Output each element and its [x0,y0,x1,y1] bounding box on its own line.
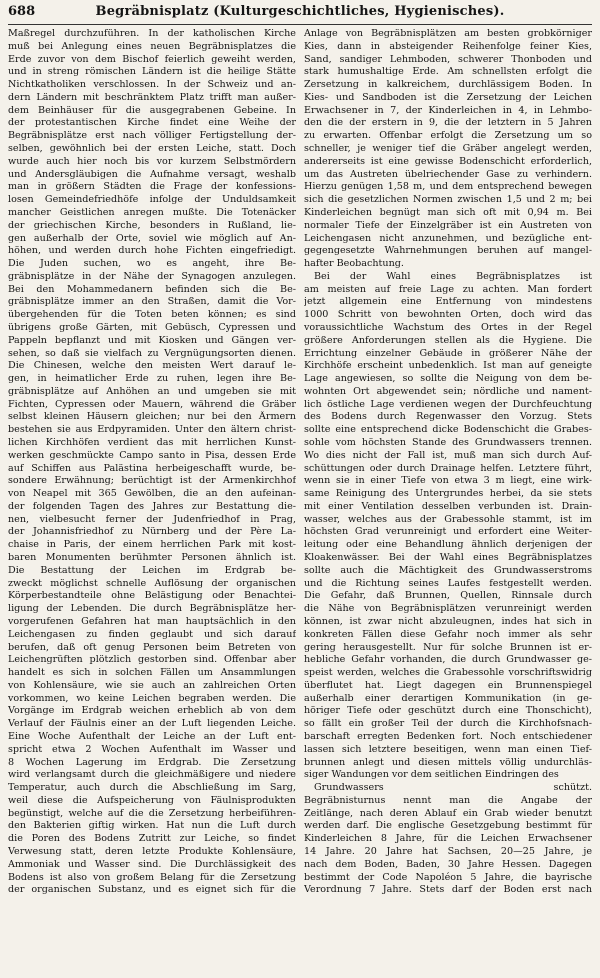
text-line: gen, in heimatlicher Erde zu ruhen, legen ihre Be- [8,373,296,385]
text-line: Kies, dann in absteigender Reihenfolge feiner Kies, [304,40,592,52]
text-line: Erwachsener in 7, der Kinderleichen in 4, in Lehmbo- [304,104,592,116]
page-header [8,3,592,25]
header-rule [8,24,592,25]
text-line: außerhalb einer derartigen Kommunikation (in ge- [304,692,592,704]
text-line: am meisten auf freie Lage zu achten. Man fordert [304,283,592,295]
text-line: Ammoniak und Wasser sind. Die Durchlässigkeit des [8,858,296,870]
text-line: lichen Kirchhöfen verdient das mit herrlichen Kunst- [8,437,296,448]
text-line: gegengesetzte Wahrnehmungen beruhen auf mangel- [304,245,592,257]
text-line: handelt es sich in solchen Fällen um Ansammlungen [8,667,296,679]
text-line: Kloakenwässer. Bei der Wahl eines Begräbnisplatzes [304,552,592,564]
text-line: höchsten Grad verunreinigt und erfordert eine Weiter- [304,526,592,538]
text-line: der organischen Substanz, und es eignet sich für die [8,884,296,896]
text-line: voraussichtliche Wachstum des Ortes in der Regel [304,321,592,333]
text-line: und Andersgläubigen die Aufnahme versagt, weshalb [8,168,296,180]
text-line: die Nähe von Begräbnisplätzen verunreinigt werden [304,603,592,615]
text-line: Errichtung einzelner Gebäude in größerer Nähe der [304,347,592,359]
text-line: sich die gesetzlichen Normen zwischen 1,5 und 2 m; bei [304,194,592,206]
text-line: wohnten Ort abgewendet sein; nördliche und nament- [304,385,592,397]
text-line: der folgenden Tagen des Jahres zur Bestattung die- [8,500,296,512]
text-line: wenn sie in einer Tiefe von etwa 3 m liegt, eine wirk- [304,475,592,487]
text-line: Die Juden suchen, wo es angeht, ihre Be- [8,258,296,270]
text-line: same Reinigung des Untergrundes herbei, da sie stets [304,488,592,500]
text-line: man in größern Städten die Frage der konfessions- [8,181,296,193]
text-line: sollte eine entsprechend dicke Bodenschicht die Grabes- [304,424,592,436]
text-line: Hierzu genügen 1,58 m, und dem entsprechend bewegen [304,181,592,193]
text-line: Bodens ist also von großem Belang für die Zersetzung [8,871,296,883]
text-line: Bei den Mohammedanern befinden sich die Be- [8,283,296,295]
text-line: und in streng römischen Ländern ist die heilige Stätte [8,66,296,78]
text-line: bestehen sie aus Erdpyramiden. Unter den ältern christ- [8,424,296,436]
text-line: der griechischen Kirche, besonders in Rußland, lie- [8,219,296,231]
text-line: leitung oder eine Behandlung ähnlich derjenigen der [304,539,592,551]
text-line: können, ist zwar nicht abzuleugnen, indes hat sich in [304,615,592,627]
text-line: weil diese die Aufspeicherung von Fäulnisprodukten [8,794,296,806]
text-line: chaise in Paris, der einem herrlichen Park mit kost- [8,539,296,551]
text-line: barschaft erregten Bedenken fort. Noch entschiedener [304,730,592,742]
text-line: so fällt ein großer Teil der durch die Kirchhofsnach- [304,718,592,730]
text-line: Kinderleichen begnügt man sich oft mit 0,94 m. Bei [304,206,592,218]
text-line: den Bakterien giftig wirken. Hat nun die Luft durch [8,820,296,832]
text-line: spricht etwa 2 Wochen Aufenthalt im Wasser und [8,743,296,755]
text-line: sohle vom höchsten Stande des Grundwassers trennen. [304,437,592,448]
text-line: Nichtkatholiken verschlossen. In der Schweiz und an- [8,79,296,91]
text-line: andererseits ist eine gewisse Bodenschicht erforderlich, [304,155,592,167]
text-line: nach dem Boden, Baden, 30 Jahre Hessen. Dagegen [304,858,592,870]
text-line: sollte auch die Mächtigkeit des Grundwasserstroms [304,564,592,576]
text-line: speist werden, welches die Grabessohle vorschriftswidrig [304,667,592,679]
text-line: werken geschmückte Campo santo in Pisa, dessen Erde [8,449,296,461]
text-line: bestimmt der Code Napoléon 5 Jahre, die bayrische [304,871,592,883]
text-line: 14 Jahre. 20 Jahre hat Sachsen, 20—25 Jahre, je [304,846,592,857]
text-line: baren Monumenten berühmter Personen ähnlich ist. [8,552,296,564]
text-line: gräbnisplätze in der Nähe der Synagogen anzulegen. [8,270,296,282]
text-line: Leichengrüften plötzlich gestorben sind. Offenbar aber [8,654,296,666]
text-line: Körperbestandteile ohne Belästigung oder Benachtei- [8,590,296,602]
text-line: übergehenden für die Toten beten können; es sind [8,309,296,321]
text-line: nen, vielbesucht ferner der Judenfriedhof in Prag, [8,513,296,525]
text-line: Fichten, Cypressen oder Mauern, während die Gräber [8,398,296,410]
text-line: Eine Woche Aufenthalt der Leiche an der Luft ent- [8,730,296,742]
page-number: 688 [8,4,36,19]
text-line: stark humushaltige Erde. Am schnellsten erfolgt die [304,66,592,78]
text-line: Erde zuvor von dem Bischof feierlich geweiht werden, [8,53,296,65]
text-line: dern Ländern mit beschränktem Platz trifft man außer- [8,91,296,103]
text-line: normaler Tiefe der Einzelgräber ist ein Austreten von [304,219,592,231]
text-line: Begräbnisturnus nennt man die Angabe der [304,794,592,806]
text-line: Kies- und Sandboden ist die Zersetzung der Leichen [304,91,592,103]
text-line: Verwesung statt, deren letzte Produkte Kohlensäure, [8,846,296,857]
text-line: 8 Wochen Lagerung im Erdgrab. Die Zersetzung [8,756,296,768]
text-line: und die Richtung seines Laufes festgestellt werden. [304,577,592,589]
text-line: Wo dies nicht der Fall ist, muß man sich durch Auf- [304,449,592,461]
text-line: sondere Erwähnung; berüchtigt ist der Armenkirchhof [8,475,296,487]
text-line: Sand, sandiger Lehmboden, schwerer Thonboden und [304,53,592,65]
text-line: größere Anforderungen stellen als die Hygiene. Die [304,334,592,346]
text-line: sehen, so daß sie vielfach zu Vergnügungsorten dienen. [8,347,296,359]
text-line: Lage angewiesen, so sollte die Neigung von dem be- [304,373,592,385]
text-line: selbst kleinen Häusern gleichen; nur bei den Ärmern [8,411,296,423]
text-line: Verordnung 7 Jahre. Stets darf der Boden erst nach [304,884,592,896]
text-line: muß bei Anlegung eines neuen Begräbnisplatzes die [8,40,296,52]
text-line: übrigens große Gärten, mit Gebüsch, Cypressen und [8,321,296,333]
text-line: Kinderleichen 8 Jahre, für die Leichen Erwachsener [304,833,592,845]
text-line: wird verlangsamt durch die gleichmäßigere und niedere [8,769,296,781]
text-line: hebliche Gefahr vorhanden, die durch Grundwasser ge- [304,654,592,666]
text-line: Temperatur, auch durch die Abschließung im Sarg, [8,782,296,794]
text-line: Die Bestattung der Leichen im Erdgrab be- [8,564,296,576]
text-line: selben, gewöhnlich bei der ersten Leiche, statt. Doch [8,143,296,155]
text-line: konkreten Fällen diese Gefahr noch immer als sehr [304,628,592,640]
text-line: Verlauf der Fäulnis einer an der Luft liegenden Leiche. [8,718,296,730]
text-line: zu erwarten. Offenbar erfolgt die Zersetzung um so [304,130,592,142]
text-line: des Bodens durch Regenwasser den Vorzug. Stets [304,411,592,423]
text-line: vorgerufenen Gefahren hat man hauptsächlich in den [8,615,296,627]
text-line: mancher Geistlichen anregen mußte. Die Totenäcker [8,206,296,218]
text-line: gering herausgestellt. Nur für solche Brunnen ist er- [304,641,592,653]
text-line: werden darf. Die englische Gesetzgebung bestimmt für [304,820,592,832]
text-line: gräbnisplätze auf Anhöhen an und umgeben sie mit [8,385,296,397]
text-line: jetzt allgemein eine Entfernung von mindestens [304,296,592,308]
text-line: vorkommen, wo keine Leichen begraben werden. Die [8,692,296,704]
text-line: höhen, und werden durch hohe Fichten eingefriedigt. [8,245,296,257]
right-column [304,28,592,974]
text-line: wurde auch hier noch bis vor kurzem Selbstmördern [8,155,296,167]
text-line: Bei der Wahl eines Begräbnisplatzes ist [314,270,592,282]
text-line: Zeitlänge, nach deren Ablauf ein Grab wieder benutzt [304,807,592,819]
text-line: zweckt möglichst schnelle Auflösung der organischen [8,577,296,589]
text-line: um das Austreten übelriechender Gase zu verhindern. [304,168,592,180]
text-line: Zersetzung in kalkreichem, durchlässigem Boden. In [304,79,592,91]
text-line: hafter Beobachtung. [304,258,404,270]
left-column [8,28,296,974]
text-line: losen Gemeindefriedhöfe infolge der Unduldsamkeit [8,194,296,206]
text-line: der Johannisfriedhof zu Nürnberg und der Père La- [8,526,296,538]
text-line: von Neapel mit 365 Gewölben, die an den aufeinan- [8,488,296,500]
text-line: überflutet hat. Liegt dagegen ein Brunnenspiegel [304,679,592,691]
text-line: berufen, daß oft genug Personen beim Betreten von [8,641,296,653]
text-line: Maßregel durchzuführen. In der katholischen Kirche [8,28,296,39]
text-line: Vorgänge im Erdgrab weichen erheblich ab von dem [8,705,296,717]
text-line: Kirchhöfe erscheint unbedenklich. Ist man auf geneigte [304,360,592,372]
text-line: 1000 Schritt von bewohnten Orten, doch wird das [304,309,592,321]
text-line: schüttungen oder durch Drainage helfen. Letztere führt, [304,462,592,474]
text-line: schneller, je weniger tief die Gräber angelegt werden, [304,143,592,155]
text-line: brunnen anlegt und diesen mittels völlig undurchläs- [304,756,592,768]
text-line: Begräbnisplätze erst nach völliger Fertigstellung der- [8,130,296,142]
text-line: den die der erstern in 9, die der letztern in 5 Jahren [304,117,592,129]
text-line: mit einer Ventilation desselben verbunden ist. Drain- [304,500,592,512]
text-line: Die Gefahr, daß Brunnen, Quellen, Rinnsale durch [304,590,592,602]
text-line: begünstigt, welche auf die die Zersetzung herbeiführen- [8,807,296,819]
text-line: Leichengasen zu finden geglaubt und sich darauf [8,628,296,640]
text-line: Anlage von Begräbnisplätzen am besten grobkörniger [304,28,592,39]
text-line: lassen sich letztere beseitigen, wenn man einen Tief- [304,743,592,755]
text-line: siger Wandungen vor dem seitlichen Eindringen des [304,769,559,781]
text-line: Leichengasen nicht anzunehmen, und bezügliche ent- [304,232,592,244]
running-title: Begräbnisplatz (Kulturgeschichtliches, Hygienisches). [95,4,505,19]
text-line: Grundwassers schützt. [314,782,592,794]
text-line: die Poren des Bodens Zutritt zur Leiche, so findet [8,833,296,845]
text-line: höriger Tiefe oder geschützt durch eine Thonschicht), [304,705,592,717]
text-line: gen außerhalb der Orte, soviel wie möglich auf An- [8,232,296,244]
text-line: auf Schiffen aus Palästina herbeigeschafft wurde, be- [8,462,296,474]
text-line: ligung der Lebenden. Die durch Begräbnisplätze her- [8,603,296,615]
text-line: wasser, welches aus der Grabessohle stammt, ist im [304,513,592,525]
text-line: Pappeln bepflanzt und mit Kiosken und Gängen ver- [8,334,296,346]
text-line: gräbnisplätze immer an den Straßen, damit die Vor- [8,296,296,308]
text-line: dem Beinhäuser für die ausgegrabenen Gebeine. In [8,104,296,116]
text-line: von Kohlensäure, wie sie auch an zahlreichen Orten [8,679,296,691]
text-line: Die Chinesen, welche den meisten Wert darauf le- [8,360,296,372]
text-line: der protestantischen Kirche findet eine Weihe der [8,117,296,129]
text-line: lich östliche Lage verdienen wegen der Durchfeuchtung [304,398,592,410]
